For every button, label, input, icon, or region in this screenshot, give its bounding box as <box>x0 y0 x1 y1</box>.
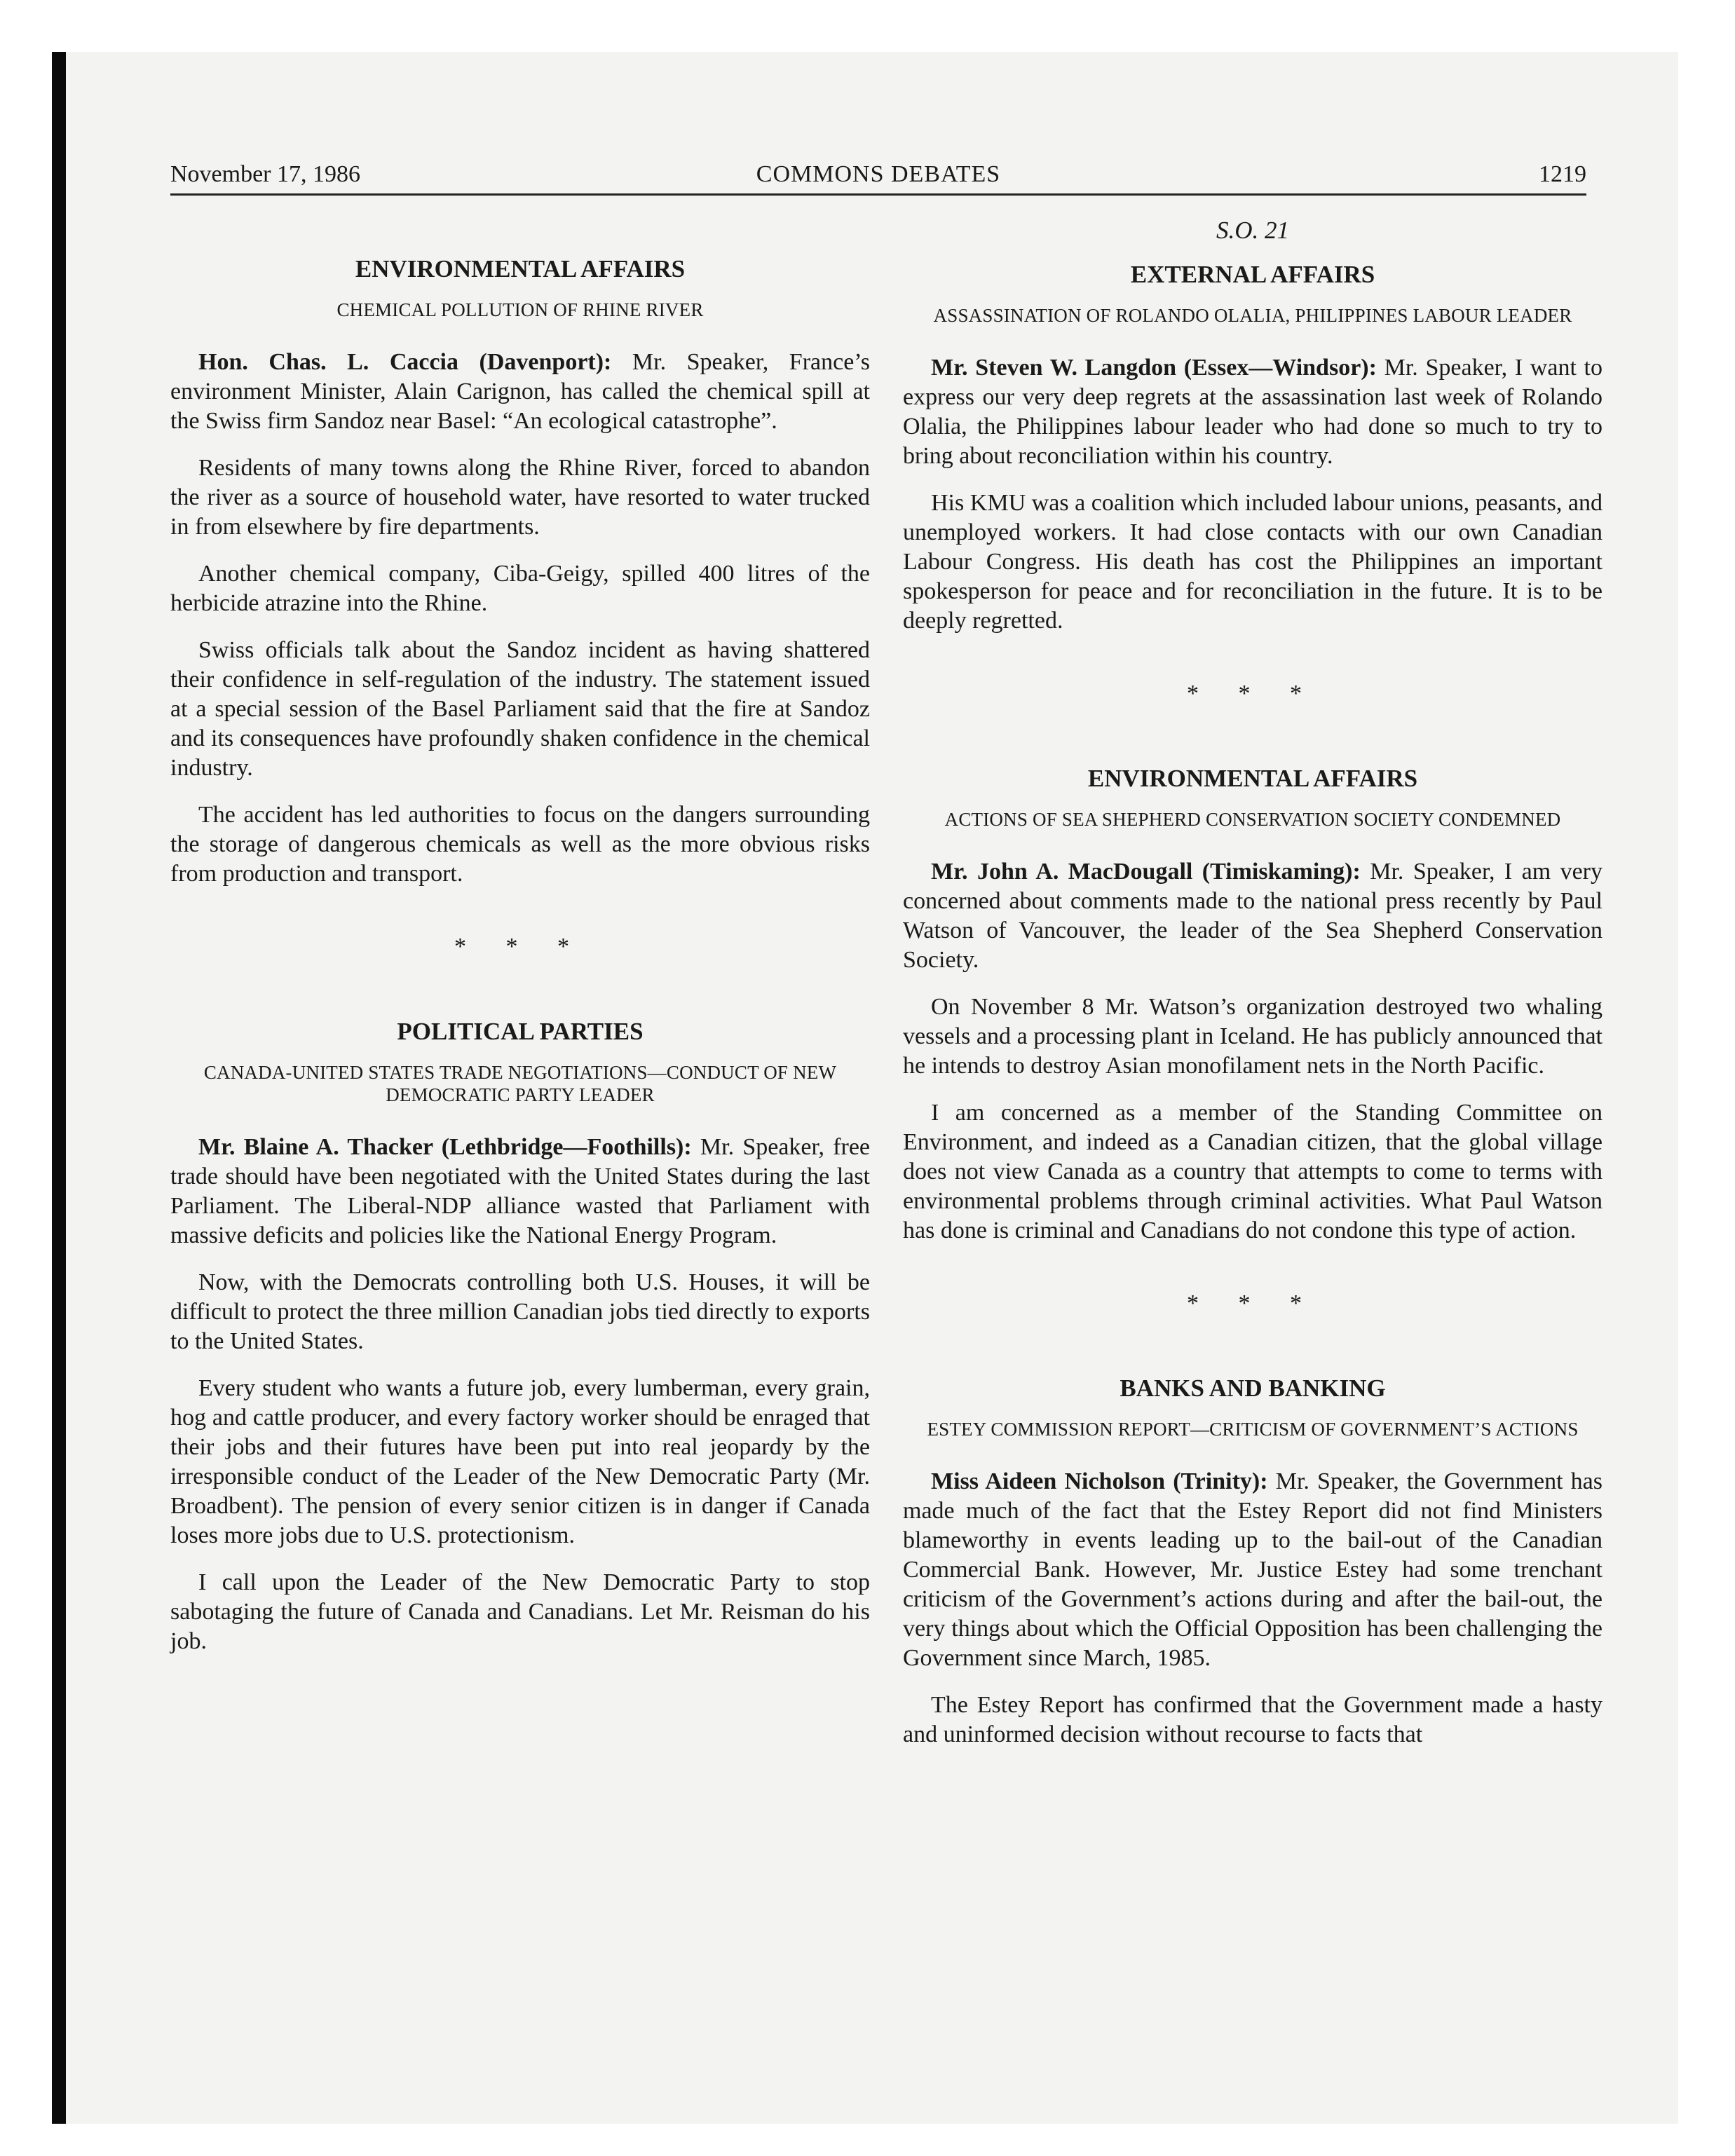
section-subheading: ACTIONS OF SEA SHEPHERD CONSERVATION SOCIETY CONDEMNED <box>944 809 1561 830</box>
speech-paragraph: Every student who wants a future job, every lumberman, every grain, hog and cattle producer, and every factory worker should be enraged that their jobs and their futures have been put into real jeopardy by the irresponsible conduct of the Leader of the New Democratic Party (Mr. Broadbent). The pension of every senior citizen is in danger if Canada loses more jobs due to U.S. protectionism. <box>170 1375 870 1548</box>
speaker-name: Miss Aideen Nicholson (Trinity): <box>931 1468 1268 1494</box>
speech-paragraph <box>903 1467 1603 1673</box>
speech-paragraph: I call upon the Leader of the New Democratic Party to stop sabotaging the future of Canada and Canadians. Let Mr. Reisman do his job. <box>170 1569 870 1654</box>
speaker-name: Mr. Steven W. Langdon (Essex—Windsor): <box>931 355 1377 381</box>
speech-paragraph: Swiss officials talk about the Sandoz incident as having shattered their confidence in self-regulation of the industry. The statement issued at a special session of the Basel Parliament said that the fire at Sandoz and its consequences have profoundly shaken confidence in the chemical industry. <box>170 637 870 781</box>
speaker-name: Mr. John A. MacDougall (Timiskaming): <box>931 859 1361 885</box>
section-subheading: ASSASSINATION OF ROLANDO OLALIA, PHILIPPINES LABOUR LEADER <box>933 305 1572 326</box>
speech-paragraph <box>170 348 870 436</box>
scan-edge <box>52 52 66 2124</box>
section-heading: BANKS AND BANKING <box>1120 1374 1386 1402</box>
left-column <box>170 210 870 1674</box>
speech-paragraph: Now, with the Democrats controlling both U.S. Houses, it will be difficult to protect the three million Canadian jobs tied directly to exports to the United States. <box>170 1269 870 1354</box>
section-separator: * * * <box>1187 1290 1319 1316</box>
section-heading: ENVIRONMENTAL AFFAIRS <box>355 255 686 282</box>
speech-paragraph: I am concerned as a member of the Standing Committee on Environment, and indeed as a Canadian citizen, that the global village does not view Canada as a country that attempts to come to terms with environmental problems through criminal activities. What Paul Watson has done is criminal and Canadians do not condone this type of action. <box>903 1100 1603 1243</box>
speech-paragraph: The accident has led authorities to focus on the dangers surrounding the storage of dangerous chemicals as well as the more obvious risks from production and transport. <box>170 802 870 887</box>
speech-paragraph: Residents of many towns along the Rhine River, forced to abandon the river as a source of household water, have resorted to water trucked in from elsewhere by fire departments. <box>170 455 870 540</box>
section-separator: * * * <box>454 934 586 960</box>
section-subheading: CANADA-UNITED STATES TRADE NEGOTIATIONS—CONDUCT OF NEW DEMOCRATIC PARTY LEADER <box>203 1062 837 1105</box>
speech-paragraph <box>903 857 1603 975</box>
section-heading: ENVIRONMENTAL AFFAIRS <box>1087 765 1418 792</box>
speech-text: Mr. Speaker, the Government has made much of the fact that the Estey Report did not find Ministers blameworthy in events leading up to the bail-out of the Canadian Commercial Bank. However, Mr. Justice Estey had some trenchant criticism of the Government’s actions during and after the bail-out, the very things about which the Official Opposition has been challenging the Government since March, 1985. <box>903 1468 1603 1671</box>
section-separator: * * * <box>1187 681 1319 707</box>
speech-paragraph: The Estey Report has confirmed that the Government made a hasty and uninformed decision without recourse to facts that <box>903 1692 1603 1747</box>
header-page-number: 1219 <box>1539 161 1586 187</box>
speaker-name: Hon. Chas. L. Caccia (Davenport): <box>198 349 612 375</box>
column-spacer <box>170 210 870 254</box>
speech-paragraph <box>170 1133 870 1250</box>
section-heading: EXTERNAL AFFAIRS <box>1130 261 1375 288</box>
speech-paragraph <box>903 353 1603 471</box>
right-column <box>903 210 1603 1767</box>
speech-paragraph: On November 8 Mr. Watson’s organization destroyed two whaling vessels and a processing plant in Iceland. He has publicly announced that he intends to destroy Asian monofilament nets in the North Pacific. <box>903 994 1603 1079</box>
speech-paragraph: Another chemical company, Ciba-Geigy, spilled 400 litres of the herbicide atrazine into the Rhine. <box>170 561 870 616</box>
speech-text: Mr. Speaker, France’s environment Minister, Alain Carignon, has called the chemical spill at the Swiss firm Sandoz near Basel: “An ecological catastrophe”. <box>170 349 870 434</box>
header-title: COMMONS DEBATES <box>756 161 1001 187</box>
speech-text: Mr. Speaker, I want to express our very deep regrets at the assassination last week of Rolando Olalia, the Philippines labour leader who had done so much to try to bring about reconciliation within his country. <box>903 355 1603 469</box>
speech-text: Mr. Speaker, I am very concerned about comments made to the national press recently by Paul Watson of Vancouver, the leader of the Sea Shepherd Conservation Society. <box>903 859 1603 973</box>
speaker-name: Mr. Blaine A. Thacker (Lethbridge—Foothills): <box>198 1134 692 1160</box>
speech-text: Mr. Speaker, free trade should have been negotiated with the United States during the last Parliament. The Liberal-NDP alliance wasted that Parliament with massive deficits and policies like the National Energy Program. <box>170 1134 870 1248</box>
section-heading: POLITICAL PARTIES <box>397 1018 644 1045</box>
section-subheading: ESTEY COMMISSION REPORT—CRITICISM OF GOVERNMENT’S ACTIONS <box>927 1419 1579 1440</box>
header-date: November 17, 1986 <box>170 161 361 187</box>
section-subheading: CHEMICAL POLLUTION OF RHINE RIVER <box>336 299 704 320</box>
page-header <box>170 160 1586 196</box>
standing-order-label: S.O. 21 <box>1216 217 1290 244</box>
speech-paragraph: His KMU was a coalition which included labour unions, peasants, and unemployed workers. It had close contacts with our own Canadian Labour Congress. His death has cost the Philippines an important spokesperson for peace and for reconciliation in the future. It is to be deeply regretted. <box>903 490 1603 634</box>
